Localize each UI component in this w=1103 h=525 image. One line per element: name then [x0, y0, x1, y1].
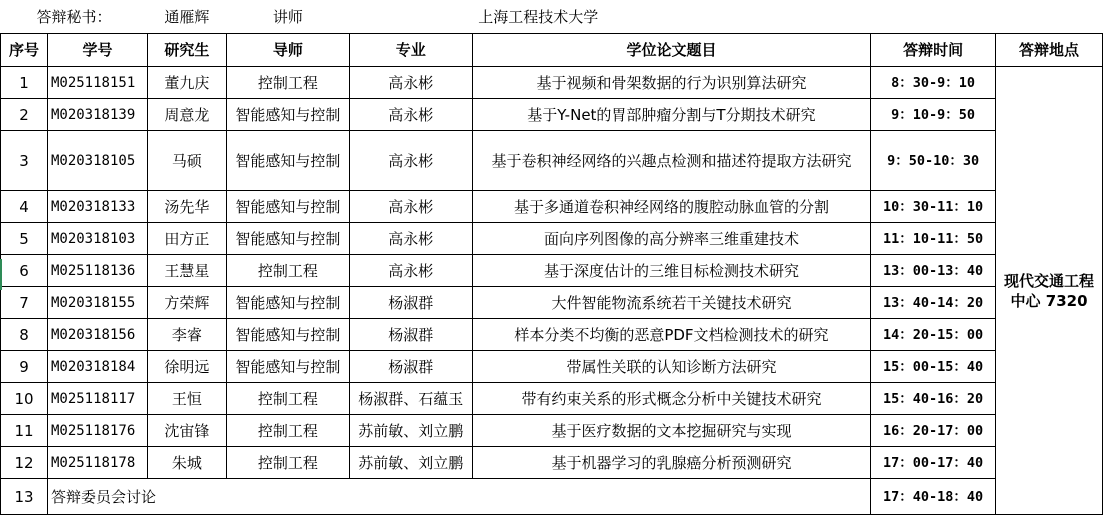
defense-time: 13：40-14：20	[871, 287, 996, 319]
defense-time: 10：30-11：10	[871, 191, 996, 223]
student-id: M025118178	[47, 447, 147, 479]
major-cell: 高永彬	[349, 67, 472, 99]
advisor-cell: 智能感知与控制	[226, 319, 349, 351]
major-cell: 苏前敏、刘立鹏	[349, 415, 472, 447]
student-id: M020318184	[47, 351, 147, 383]
advisor-cell: 控制工程	[226, 447, 349, 479]
column-header: 专业	[349, 34, 472, 67]
advisor-cell: 智能感知与控制	[226, 131, 349, 191]
advisor-cell: 控制工程	[226, 255, 349, 287]
committee-discussion-label: 答辩委员会讨论	[47, 479, 870, 515]
student-id: M025118136	[47, 255, 147, 287]
major-cell: 高永彬	[349, 99, 472, 131]
student-name: 徐明远	[147, 351, 226, 383]
thesis-title: 大件智能物流系统若干关键技术研究	[472, 287, 870, 319]
thesis-title: 带属性关联的认知诊断方法研究	[472, 351, 870, 383]
table-row	[1, 447, 1103, 479]
student-name: 方荣辉	[147, 287, 226, 319]
student-id: M020318139	[47, 99, 147, 131]
row-number: 9	[1, 351, 48, 383]
major-cell: 高永彬	[349, 131, 472, 191]
blank-cell	[349, 0, 472, 34]
student-name: 周意龙	[147, 99, 226, 131]
column-header: 答辩时间	[871, 34, 996, 67]
column-header: 学号	[47, 34, 147, 67]
defense-time: 17：40-18：40	[871, 479, 996, 515]
secretary-name: 通雁辉	[147, 0, 226, 34]
major-cell: 高永彬	[349, 191, 472, 223]
table-row	[1, 383, 1103, 415]
thesis-title: 基于Y-Net的胃部肿瘤分割与T分期技术研究	[472, 99, 870, 131]
table-row	[1, 223, 1103, 255]
defense-time: 14：20-15：00	[871, 319, 996, 351]
row-number: 5	[1, 223, 48, 255]
column-header: 研究生	[147, 34, 226, 67]
defense-location: 现代交通工程中心 7320	[996, 67, 1103, 515]
defense-time: 15：40-16：20	[871, 383, 996, 415]
student-name: 田方正	[147, 223, 226, 255]
row-number: 2	[1, 99, 48, 131]
student-name: 王恒	[147, 383, 226, 415]
major-cell: 高永彬	[349, 255, 472, 287]
secretary-label: 答辩秘书：	[1, 0, 148, 34]
defense-time: 15：00-15：40	[871, 351, 996, 383]
table-row	[1, 191, 1103, 223]
defense-time: 8：30-9：10	[871, 67, 996, 99]
student-id: M020318103	[47, 223, 147, 255]
defense-time: 11：10-11：50	[871, 223, 996, 255]
student-id: M020318156	[47, 319, 147, 351]
column-header-row	[1, 34, 1103, 67]
row-number: 13	[1, 479, 48, 515]
committee-discussion-row	[1, 479, 1103, 515]
student-name: 沈宙锋	[147, 415, 226, 447]
advisor-cell: 智能感知与控制	[226, 287, 349, 319]
student-name: 朱城	[147, 447, 226, 479]
thesis-title: 基于机器学习的乳腺癌分析预测研究	[472, 447, 870, 479]
table-row	[1, 319, 1103, 351]
row-number: 6	[1, 255, 48, 287]
major-cell: 高永彬	[349, 223, 472, 255]
row-number: 8	[1, 319, 48, 351]
advisor-cell: 控制工程	[226, 415, 349, 447]
student-name: 王慧星	[147, 255, 226, 287]
table-row	[1, 67, 1103, 99]
thesis-title: 基于多通道卷积神经网络的腹腔动脉血管的分割	[472, 191, 870, 223]
defense-time: 9：10-9：50	[871, 99, 996, 131]
thesis-title: 基于卷积神经网络的兴趣点检测和描述符提取方法研究	[472, 131, 870, 191]
row-number: 3	[1, 131, 48, 191]
advisor-cell: 智能感知与控制	[226, 351, 349, 383]
thesis-title: 样本分类不均衡的恶意PDF文档检测技术的研究	[472, 319, 870, 351]
student-id: M020318155	[47, 287, 147, 319]
thesis-title: 带有约束关系的形式概念分析中关键技术研究	[472, 383, 870, 415]
advisor-cell: 智能感知与控制	[226, 223, 349, 255]
university-name: 上海工程技术大学	[472, 0, 1102, 34]
student-id: M025118117	[47, 383, 147, 415]
student-id: M025118151	[47, 67, 147, 99]
row-number: 10	[1, 383, 48, 415]
student-name: 马硕	[147, 131, 226, 191]
defense-time: 17：00-17：40	[871, 447, 996, 479]
thesis-title: 基于深度估计的三维目标检测技术研究	[472, 255, 870, 287]
row-selection-indicator	[0, 259, 2, 290]
major-cell: 杨淑群	[349, 287, 472, 319]
table-row	[1, 415, 1103, 447]
thesis-title: 面向序列图像的高分辨率三维重建技术	[472, 223, 870, 255]
advisor-cell: 智能感知与控制	[226, 191, 349, 223]
major-cell: 苏前敏、刘立鹏	[349, 447, 472, 479]
secretary-title: 讲师	[226, 0, 349, 34]
row-number: 4	[1, 191, 48, 223]
table-row	[1, 351, 1103, 383]
column-header: 序号	[1, 34, 48, 67]
row-number: 12	[1, 447, 48, 479]
defense-time: 9：50-10：30	[871, 131, 996, 191]
table-row	[1, 255, 1103, 287]
thesis-title: 基于医疗数据的文本挖掘研究与实现	[472, 415, 870, 447]
column-header: 学位论文题目	[472, 34, 870, 67]
column-header: 导师	[226, 34, 349, 67]
advisor-cell: 控制工程	[226, 383, 349, 415]
defense-time: 16：20-17：00	[871, 415, 996, 447]
row-number: 11	[1, 415, 48, 447]
thesis-title: 基于视频和骨架数据的行为识别算法研究	[472, 67, 870, 99]
student-name: 李睿	[147, 319, 226, 351]
table-row	[1, 131, 1103, 191]
student-name: 汤先华	[147, 191, 226, 223]
student-name: 董九庆	[147, 67, 226, 99]
student-id: M020318133	[47, 191, 147, 223]
secretary-row	[1, 0, 1103, 34]
column-header: 答辩地点	[996, 34, 1103, 67]
row-number: 7	[1, 287, 48, 319]
major-cell: 杨淑群	[349, 319, 472, 351]
advisor-cell: 控制工程	[226, 67, 349, 99]
defense-time: 13：00-13：40	[871, 255, 996, 287]
table-row	[1, 287, 1103, 319]
student-id: M020318105	[47, 131, 147, 191]
major-cell: 杨淑群	[349, 351, 472, 383]
major-cell: 杨淑群、石蕴玉	[349, 383, 472, 415]
student-id: M025118176	[47, 415, 147, 447]
advisor-cell: 智能感知与控制	[226, 99, 349, 131]
table-row	[1, 99, 1103, 131]
row-number: 1	[1, 67, 48, 99]
